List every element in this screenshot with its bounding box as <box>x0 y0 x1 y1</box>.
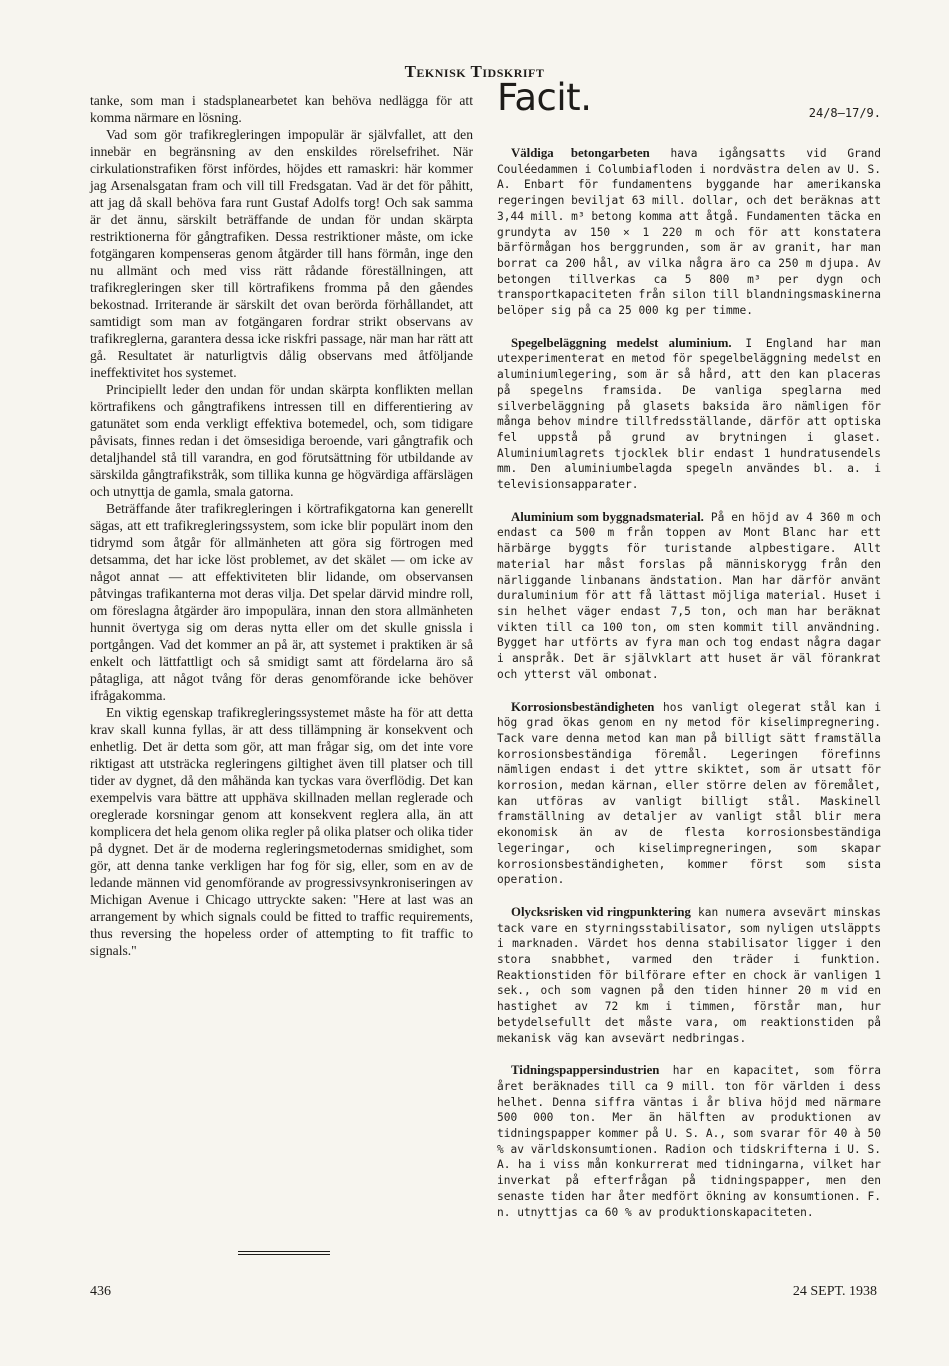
article-left-column <box>90 92 473 959</box>
news-item <box>497 336 881 493</box>
news-item <box>497 905 881 1046</box>
news-item-text: kan numera avsevärt minskas tack vare en styrningsstabilisator, som nyligen utsläppts i marknaden. Värdet hos denna stabilisator ligger i den stora snabbhet, varmed den träder i funktion. Reaktionstiden för bilförare efter en chock är vanligen 1 sek., och som vagnen på den tiden hinner 20 m vid en hastighet av 72 km i timmen, förstår man, hur betydelsefullt det måste vara, om reaktionstiden på mekanisk väg kan avsevärt nedbringas. <box>497 905 881 1045</box>
facit-header <box>497 76 881 140</box>
news-item-keyword: Spegelbeläggning medelst aluminium. <box>511 335 732 350</box>
news-item <box>497 146 881 319</box>
masthead: Teknisk Tidskrift <box>404 62 545 81</box>
facit-title: Facit. <box>497 76 592 119</box>
news-item <box>497 1063 881 1220</box>
news-item-text: I England har man utexperimenterat en metod för spegelbeläggning medelst en aluminiumlegering, som är så hård, att den kan placeras på spegelns framsida. De vanliga speglarna med silverbeläggning på glasets baksida äro nämligen för många behov mindre tillfredsställande, därför att optiska fel uppstå på grund av brytningen i glaset. Aluminiumlagrets tjocklek blir endast 1 hundratusendels mm. Den aluminiumbelagda spegeln användes bl. a. i televisionsapparater. <box>497 336 881 492</box>
article-paragraph: Vad som gör trafikregleringen impopulär är självfallet, att den innebär en begränsning av den enskildes rörelsefrihet. När cirkulationstrafiken först infördes, höjdes ett ramaskri: här kommer jag Arsenalsgatan fram och vill till Fredsgatan. Vad är det för påhitt, att jag då skall behöva fara runt Gustaf Adolfs torg! Och sak samma är det ännu, särskilt beträffande de undan för undan skärpta restriktionerna för gångtrafiken. Dessa restriktioner måste, om icke fotgängaren kompenseras genom åtgärder till hans förmån, inge den nu allmänt och med viss rätt rådande föreställningen, att trafikregleringen sker till körtrafikens fromma på den gåendes bekostnad. Irriterande är särskilt det ovan berörda förhållandet, att samtidigt som man av fotgängaren fordrar strikt observans av trafikreglerna, garantera dessa icke riskfri passage, när man har rätt att gå. Resultatet är naturligtvis dålig observans med åtföljande ineffektivitet hos systemet. <box>90 127 473 380</box>
news-item <box>497 700 881 888</box>
news-item-text: hos vanligt olegerat stål kan i hög grad ökas genom en ny metod för kiselimpregnering. Tack vare denna metod kan man på billigt sätt framställa korrosionsbeständiga föremål. Legeringen förefinns nämligen endast i det yttre skiktet, som är utsatt för korrosion, medan kärnan, eller större delen av föremålet, kan utföras av vanligt billigt stål. Maskinell framställning av detaljer av vanligt stål blir mera ekonomisk än av de flesta korrosionsbeständiga legeringar, och kiselimpregneringen, som skapar korrosionsbeständigheten, kommer först som sista operation. <box>497 700 881 887</box>
article-paragraph: Principiellt leder den undan för undan skärpta konflikten mellan körtrafikens och gångtrafikens intressen till en differentiering av gatunätet som enda verkligt effektiva botemedel, och, som tidigare påvisats, finnes redan i det ömsesidiga beroende, vari gångtrafik och detaljhandel stå till varandra, en god förutsättning för utbildande av särskilda gångtrafikstråk, som tillika kunna ge högvärdiga affärslägen och utnyttja de gamla, smala gatorna. <box>90 382 473 499</box>
facit-date-range: 24/8—17/9. <box>808 106 881 120</box>
news-item-text: har en kapacitet, som förra året beräknades till ca 9 mill. ton för världen i dess helhet. Denna siffra väntas i år bliva höjd med närmare 500 000 ton. Mer än hälften av produktionen av tidningspapper kommer på U. S. A., som svarar för 40 à 50 % av världskonsumtionen. Radion och tidskrifterna i U. S. A. ha i viss mån konkurrerat med tidningarna, vilket har inverkat på efterfrågan på tidningspapper, men den senaste tiden har åter medfört ökning av konsumtionen. F. n. utnyttjas ca 60 % av produktionskapaciteten. <box>497 1064 881 1219</box>
page-number: 436 <box>90 1284 111 1299</box>
news-item-keyword: Korrosionsbeständigheten <box>511 699 655 714</box>
article-paragraph: Beträffande åter trafikregleringen i körtrafikgatorna kan generellt sägas, att ett trafikregleringssystem, som icke blir populärt inom den tidrymd som åtgår för allmänheten att göra sig förtrogen med detsamma, det har icke löst problemet, av det skälet — om icke av något annat — att effektiviteten blir lidande, om observansen påtvingas trafikanterna mot deras vilja. Det spelar därvid mindre roll, om föreslagna åtgärder äro impopulära, innan den stora allmänheten hunnit övertyga sig om deras nytta eller om det skulle gnissla i portgången. Vad det kommer an på är, att systemet i praktiken är så enkelt och lättfattligt och så smidigt samt att fördelarna äro så påtagliga, att något tvång för deras genomförande icke behöver ifrågakomma. <box>90 501 473 703</box>
news-item <box>497 510 881 683</box>
article-paragraph: En viktig egenskap trafikregleringssystemet måste ha för att detta krav skall kunna fyllas, är att dess tillämpning är konsekvent och enhetlig. Det är detta som gör, att man frågar sig, om det inte vore riktigast att utsträcka regleringens giltighet även till platser och till tider av dygnet, då den måhända kan tyckas vara överflödig. Det kan exempelvis vara bättre att upphäva skillnaden mellan reglerade och oreglerade korsningar genom att konsekvent reglera alla, än att komplicera det hela genom olika regler på olika platser och olika tider på dygnet. Det är de moderna regleringsmetodernas smidighet, som gör, att denna tanke verkligen har fog för sig, eller, som en av de ledande männen vid genomförande av progressivsynkroniseringen av Michigan Avenue i Chicago uttryckte saken: "Here at last was an arrangement by which signals could be fitted to traffic requirements, thus reversing the hopeless order of attempting to fit traffic to signals." <box>90 705 473 958</box>
footer-rule <box>238 1251 330 1252</box>
news-item-keyword: Väldiga betongarbeten <box>511 146 650 160</box>
news-item-text: På en höjd av 4 360 m och endast ca 500 m från toppen av Mont Blanc har ett härbärge byggts för turistande alpbestigare. Allt material har måst forslas på människorygg från den närliggande linbanans ändstation. Man har därför använt duraluminium för att få lättast möjliga material. Huset i sin helhet väger endast 7,5 ton, och man har beräknat vikten till ca 100 ton, om sten kommit till användning. Bygget har utförts av fyra man och tog endast några dagar i anspråk. Det är självklart att huset är väl förankrat och ytterst väl ombonat. <box>497 510 881 681</box>
news-item-text: hava igångsatts vid Grand Couléedammen i Columbiafloden i nordvästra delen av U. S. A. Enbart för fundamentens byggande har amerikanska regeringen beviljat 63 mill. dollar, och det beräknas att 3,44 mill. m³ betong komma att åtgå. Fundamenten täcka en grundyta av 150 × 1 220 m och för att konstatera bärförmågan hos berggrunden, som är av granit, har man borrat ca 200 hål, av vilka några äro ca 250 m djupa. Av betongen tillverkas ca 5 800 m³ per dygn och transportkapaciteten från silon till blandningsmaskinerna belöper sig på ca 25 000 kg per timme. <box>497 147 881 318</box>
news-item-keyword: Olycksrisken vid ringpunktering <box>511 904 691 919</box>
news-item-keyword: Tidningspappersindustrien <box>511 1063 660 1078</box>
article-paragraph: tanke, som man i stadsplanearbetet kan behöva nedlägga för att komma närmare en lösning. <box>90 93 473 125</box>
news-item-keyword: Aluminium som byggnadsmaterial. <box>511 509 704 524</box>
facit-column <box>497 76 881 1237</box>
footer-rule <box>238 1254 330 1255</box>
issue-date: 24 SEPT. 1938 <box>792 1284 877 1299</box>
